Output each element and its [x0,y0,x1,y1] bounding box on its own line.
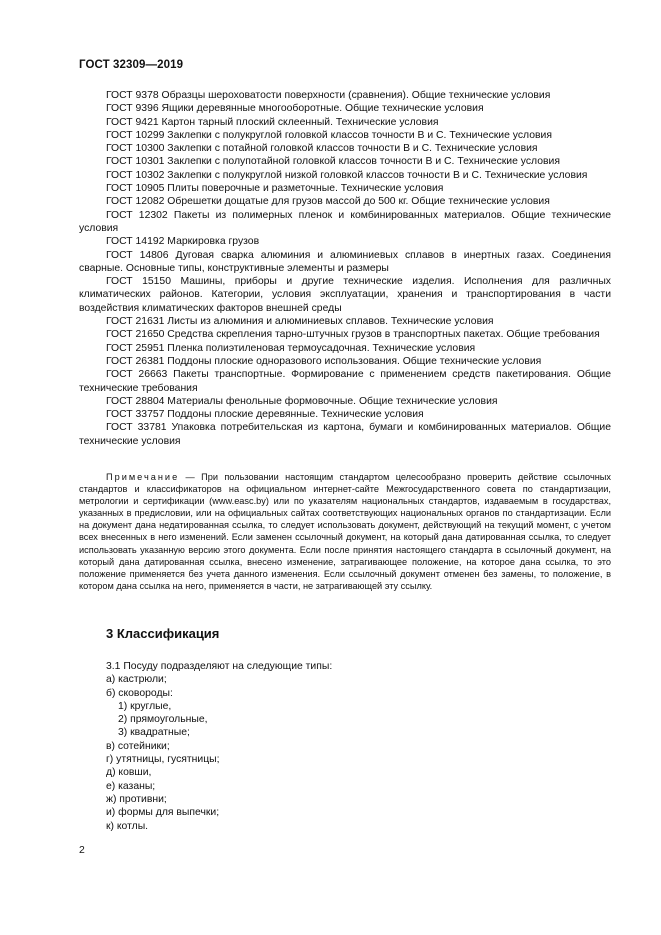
classification-item: б) сковороды: [106,687,173,699]
classification-subitem: 2) прямоугольные, [118,714,208,726]
reference-item: ГОСТ 33757 Поддоны плоские деревянные. Технические условия [106,409,424,421]
reference-item: ГОСТ 9421 Картон тарный плоский склеенный. Технические условия [106,116,439,128]
classification-item: а) кастрюли; [106,674,167,686]
classification-items [106,673,332,833]
section-title: 3 Классификация [106,626,220,641]
reference-item: ГОСТ 21631 Листы из алюминия и алюминиевых сплавов. Технические условия [106,316,494,328]
reference-item: ГОСТ 25951 Пленка полиэтиленовая термоусадочная. Технические условия [106,342,476,354]
reference-item: ГОСТ 12302 Пакеты из полимерных пленок и комбинированных материалов. Общие технические условия [79,209,611,234]
classification-item: в) сотейники; [106,740,170,752]
normative-references-list [79,89,611,448]
reference-item: ГОСТ 10302 Заклепки с полукруглой низкой головкой классов точности В и С. Технические условия [106,169,588,181]
reference-item: ГОСТ 26663 Пакеты транспортные. Формирование с применением средств пакетирования. Общие технические требования [79,369,611,394]
page-number: 2 [79,845,85,856]
classification-item: и) формы для выпечки; [106,807,220,819]
reference-item: ГОСТ 9396 Ящики деревянные многооборотные. Общие технические условия [106,103,484,115]
classification-subitem: 3) квадратные; [118,727,190,739]
reference-item: ГОСТ 33781 Упаковка потребительская из картона, бумаги и комбинированных материалов. Общие технические условия [79,422,611,447]
classification-list [106,660,332,833]
classification-item: д) ковши, [106,767,152,779]
reference-item: ГОСТ 10905 Плиты поверочные и разметочные. Технические условия [106,183,444,195]
note-paragraph [79,471,611,592]
reference-item: ГОСТ 10299 Заклепки с полукруглой головкой классов точности В и С. Технические условия [106,129,552,141]
reference-item: ГОСТ 21650 Средства скрепления тарно-штучных грузов в транспортных пакетах. Общие требования [106,329,600,341]
classification-subitem: 1) круглые, [118,700,172,712]
classification-item: г) утятницы, гусятницы; [106,754,220,766]
note-text: — При пользовании настоящим стандартом целесообразно проверить действие ссылочных стандартов и классификаторов на официальном интернет-сайте Межгосударственного совета по стандартизации, метрологии и сертификации (www.easc.by) или по указателям национальных стандартов, издаваемым в государствах, указанных в предисловии, или на официальных сайтах соответствующих национальных органов по стандартизации. Если на документ дана недатированная ссылка, то следует использовать документ, действующий на текущий момент, с учетом всех внесенных в него изменений. Если заменен ссылочный документ, на который дана датированная ссылка, то следует использовать указанную версию этого документа. Если после принятия настоящего стандарта в ссылочный документ, на который дана датированная ссылка, внесено изменение, затрагивающее положение, на которое дана ссылка, то это положение применяется без учета данного изменения. Если ссылочный документ отменен без замены, то положение, в котором дана ссылка на него, применяется в части, не затрагивающей эту ссылку. [79,472,611,591]
page-header: ГОСТ 32309—2019 [79,59,184,71]
reference-item: ГОСТ 12082 Обрешетки дощатые для грузов массой до 500 кг. Общие технические условия [106,196,550,208]
reference-item: ГОСТ 14192 Маркировка грузов [106,236,260,248]
classification-item: к) котлы. [106,820,149,832]
reference-item: ГОСТ 28804 Материалы фенольные формовочные. Общие технические условия [106,395,498,407]
reference-item: ГОСТ 26381 Поддоны плоские одноразового использования. Общие технические условия [106,355,542,367]
note-label: Примечание [106,472,180,482]
reference-item: ГОСТ 10301 Заклепки с полупотайной головкой классов точности В и С. Технические условия [106,156,560,168]
reference-item: ГОСТ 10300 Заклепки с потайной головкой классов точности В и С. Технические условия [106,143,538,155]
classification-intro: 3.1 Посуду подразделяют на следующие типы: [106,661,333,672]
classification-item: е) казаны; [106,780,156,792]
reference-item: ГОСТ 9378 Образцы шероховатости поверхности (сравнения). Общие технические условия [106,90,551,101]
reference-item: ГОСТ 14806 Дуговая сварка алюминия и алюминиевых сплавов в инертных газах. Соединения сварные. Основные типы, конструктивные элементы и размеры [79,249,611,274]
reference-item: ГОСТ 15150 Машины, приборы и другие технические изделия. Исполнения для различных климатических районов. Категории, условия эксплуатации, хранения и транспортирования в части воздействия климатических факторов внешней среды [79,276,611,314]
classification-item: ж) противни; [106,793,167,805]
